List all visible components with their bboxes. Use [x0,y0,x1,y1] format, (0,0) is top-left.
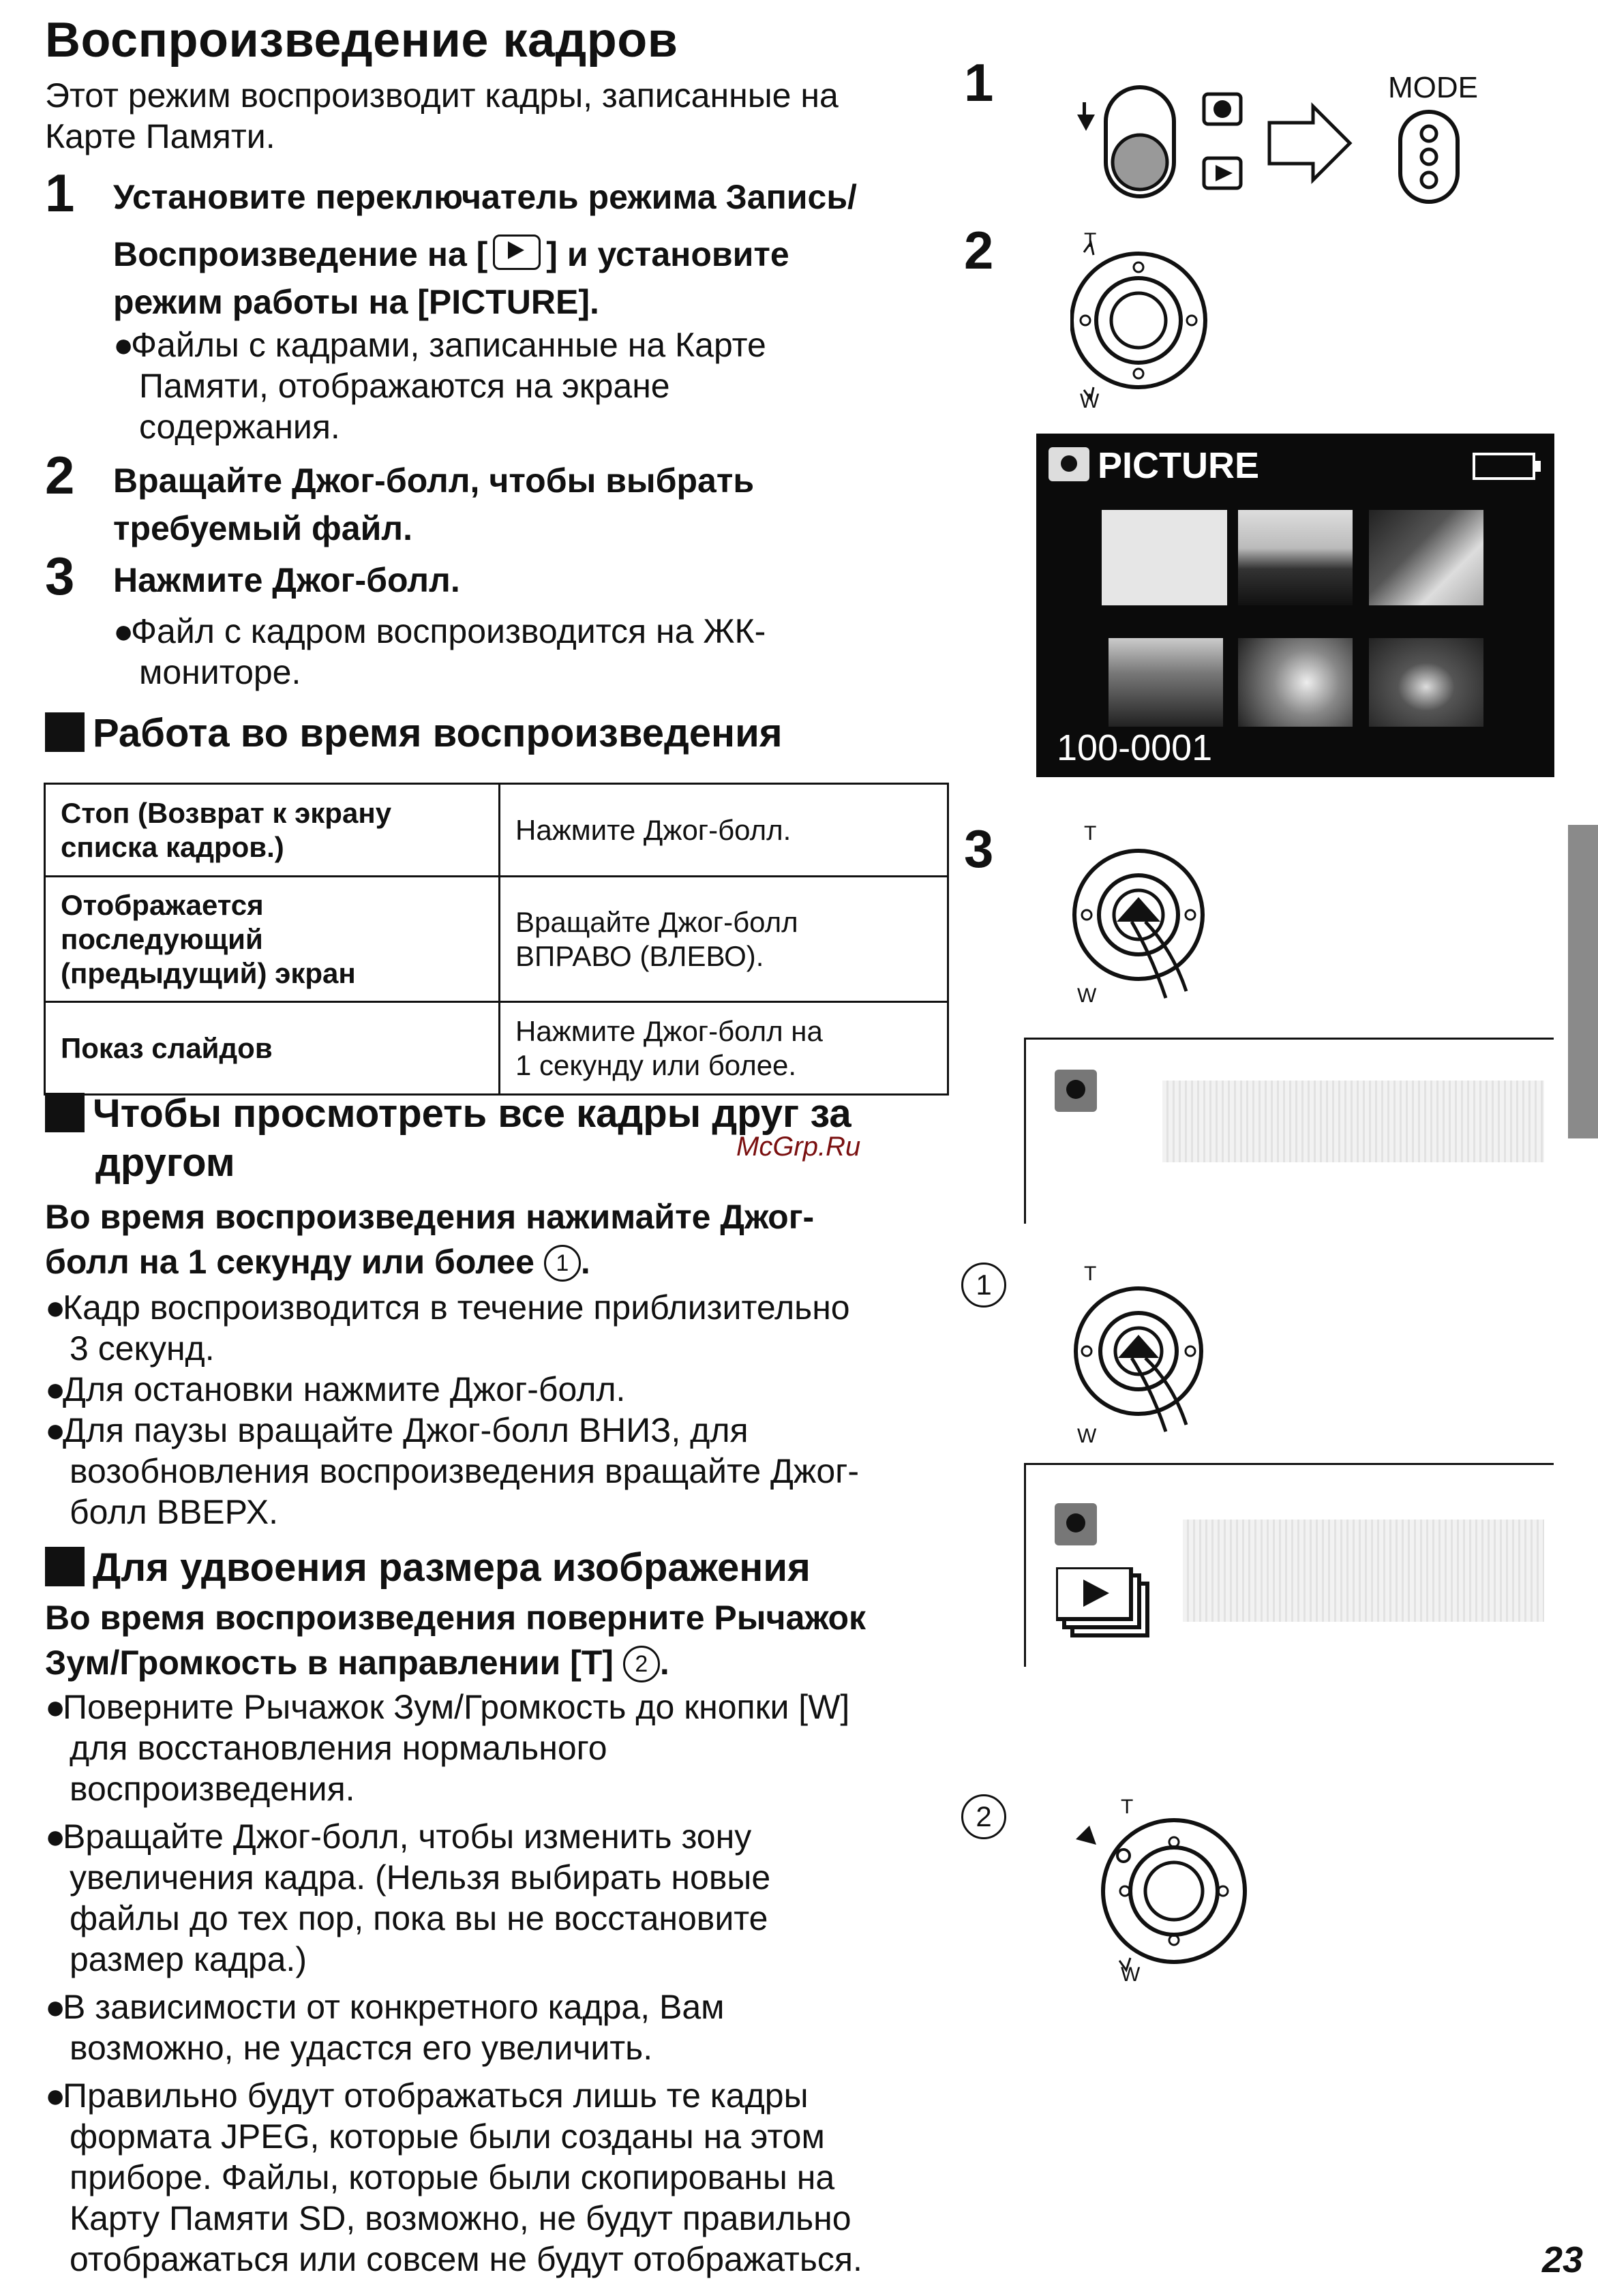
page-number: 23 [1542,2239,1584,2280]
step-3-text: Нажмите Джог-болл. [113,561,460,599]
section-marker-icon [45,1093,85,1132]
step-line: Вращайте Джог-болл, чтобы выбрать [113,462,755,500]
ref-circle: 1 [544,1245,581,1282]
instruction-line: Зум/Громкость в направлении [T] [45,1644,614,1682]
slideshow-icon [1056,1567,1158,1646]
thumbnail[interactable] [1238,510,1353,605]
intro-line: Этот режим воспроизводит кадры, записанные на [45,76,839,115]
instruction-line: Во время воспроизведения нажимайте Джог- [45,1198,815,1236]
table-cell-how: Нажмите Джог-болл на 1 секунду или более. [500,1002,948,1095]
jog-press-illustration [1070,1275,1220,1449]
mode-switch-illustration [1074,82,1374,208]
bullet-line: Файл с кадром воспроизводится на ЖК- [131,612,766,650]
step-line: Установите переключатель режима Запись/ [113,178,857,216]
ref-circle-1: 1 [961,1263,1006,1308]
section-heading [45,1089,851,1188]
camera-icon [1055,1503,1097,1545]
section-title: Работа во время воспроизведения [93,711,783,755]
bullet-line: мониторе. [139,653,301,691]
zoom-lever-illustration [1072,1800,1256,1987]
watermark: McGrp.Ru [736,1132,861,1162]
bullet-dot: ● [113,326,134,364]
table-row [45,784,948,877]
table-cell-action: Отображается последующий (предыдущий) экран [45,877,500,1002]
section-heading [45,1543,811,1592]
thumbnail[interactable] [1109,638,1223,727]
bullet-item [113,611,766,693]
dial-t-label: T [1084,822,1097,845]
bullet-item [113,324,766,447]
operations-table [44,783,949,1096]
page-title: Воспроизведение кадров [45,13,678,67]
section-marker-icon [45,712,85,752]
lcd-screen [1036,434,1554,777]
zoom-lever-icon [1072,1800,1256,1984]
screen-title: PICTURE [1098,445,1260,486]
camera-icon [1049,447,1089,481]
table-row [45,1002,948,1095]
image-area [1183,1520,1544,1622]
battery-icon [1473,453,1535,480]
intro-line: Карте Памяти. [45,117,275,155]
bullet-item: ●В зависимости от конкретного кадра, Вам возможно, не удастся его увеличить. [45,1988,725,2067]
bullet-item: ●Вращайте Джог-болл, чтобы изменить зону увеличения кадра. (Нельзя выбирать новые файлы до тех пор, пока вы не восстановите размер кадра.) [45,1817,771,1978]
section-marker-icon [45,1547,85,1586]
bullet-line: содержания. [139,408,340,446]
figure-number: 2 [964,220,994,280]
camera-icon [1055,1070,1097,1112]
ref-circle-2: 2 [961,1794,1006,1839]
table-row [45,877,948,1002]
figure-number: 3 [964,819,994,879]
bullet-list [45,1287,952,1532]
bullet-line: Памяти, отображаются на экране [139,367,670,405]
section-title: другом [95,1141,235,1185]
play-icon [493,235,541,270]
image-area [1162,1081,1544,1162]
step-number: 3 [45,546,75,606]
mode-switch-icon [1074,82,1374,205]
file-number: 100-0001 [1057,727,1213,768]
table-cell-action: Показ слайдов [45,1002,500,1095]
section-instruction: Во время воспроизведения нажимайте Джог- болл на 1 секунду или более 1 . [45,1194,814,1284]
step-1-text [113,173,931,326]
playback-frame [1024,1463,1554,1667]
thumbnail[interactable] [1102,510,1227,605]
table-cell-how: Нажмите Джог-болл. [500,784,948,877]
bullet-item: ●Для паузы вращайте Джог-болл ВНИЗ, для возобновления воспроизведения вращайте Джог- болл ВВЕРХ. [45,1411,860,1531]
thumbnail[interactable] [1369,510,1483,605]
bullet-item: ●Для остановки нажмите Джог-болл. [45,1370,626,1408]
table-cell-how: Вращайте Джог-болл ВПРАВО (ВЛЕВО). [500,877,948,1002]
step-number: 1 [45,163,75,223]
bullet-list [45,1687,952,2280]
mode-label: MODE [1388,71,1478,104]
step-line: Воспроизведение на [ [113,235,488,273]
playback-frame [1024,1038,1554,1224]
instruction-line: болл на 1 секунду или более [45,1243,534,1281]
dial-t-label: T [1121,1796,1134,1818]
dial-t-label: T [1084,229,1097,252]
bullet-line: Файлы с кадрами, записанные на Карте [131,326,766,364]
section-instruction: Во время воспроизведения поверните Рычажок Зум/Громкость в направлении [T] 2 . [45,1595,866,1685]
section-title: Для удвоения размера изображения [93,1545,811,1590]
dial-w-label: W [1121,1963,1141,1986]
instruction-line: Во время воспроизведения поверните Рычажок [45,1599,866,1637]
intro-text [45,75,839,157]
mode-button-icon [1395,109,1463,208]
dial-w-label: W [1077,1425,1097,1447]
bullet-item: ●Правильно будут отображаться лишь те кадры формата JPEG, которые были созданы на этом приборе. Файлы, которые были скопированы на Карту Памяти SD, возможно, не будут правильно отображаться или совсем не будут отображаться. [45,2076,862,2278]
bullet-item: ●Кадр воспроизводится в течение приблизительно 3 секунд. [45,1288,850,1368]
thumbnail[interactable] [1238,638,1353,727]
step-number: 2 [45,445,75,505]
figure-number: 1 [964,52,994,112]
ref-circle: 2 [623,1646,660,1682]
bullet-item: ●Поверните Рычажок Зум/Громкость до кнопки [W] для восстановления нормального воспроизведения. [45,1688,850,1808]
dial-t-label: T [1084,1263,1097,1285]
step-line: ] и установите [546,235,789,273]
thumbnail[interactable] [1369,638,1483,727]
table-cell-action: Стоп (Возврат к экрану списка кадров.) [45,784,500,877]
bullet-dot: ● [113,612,134,650]
jog-press-icon [1070,1275,1220,1445]
dial-w-label: W [1077,984,1097,1007]
section-heading [45,709,783,758]
step-line: режим работы на [PICTURE]. [113,283,599,321]
section-title: Чтобы просмотреть все кадры друг за [93,1091,851,1136]
dial-w-label: W [1080,390,1100,412]
step-2-text [113,457,754,552]
side-tab-marker [1568,825,1598,1138]
step-line: требуемый файл. [113,509,412,547]
